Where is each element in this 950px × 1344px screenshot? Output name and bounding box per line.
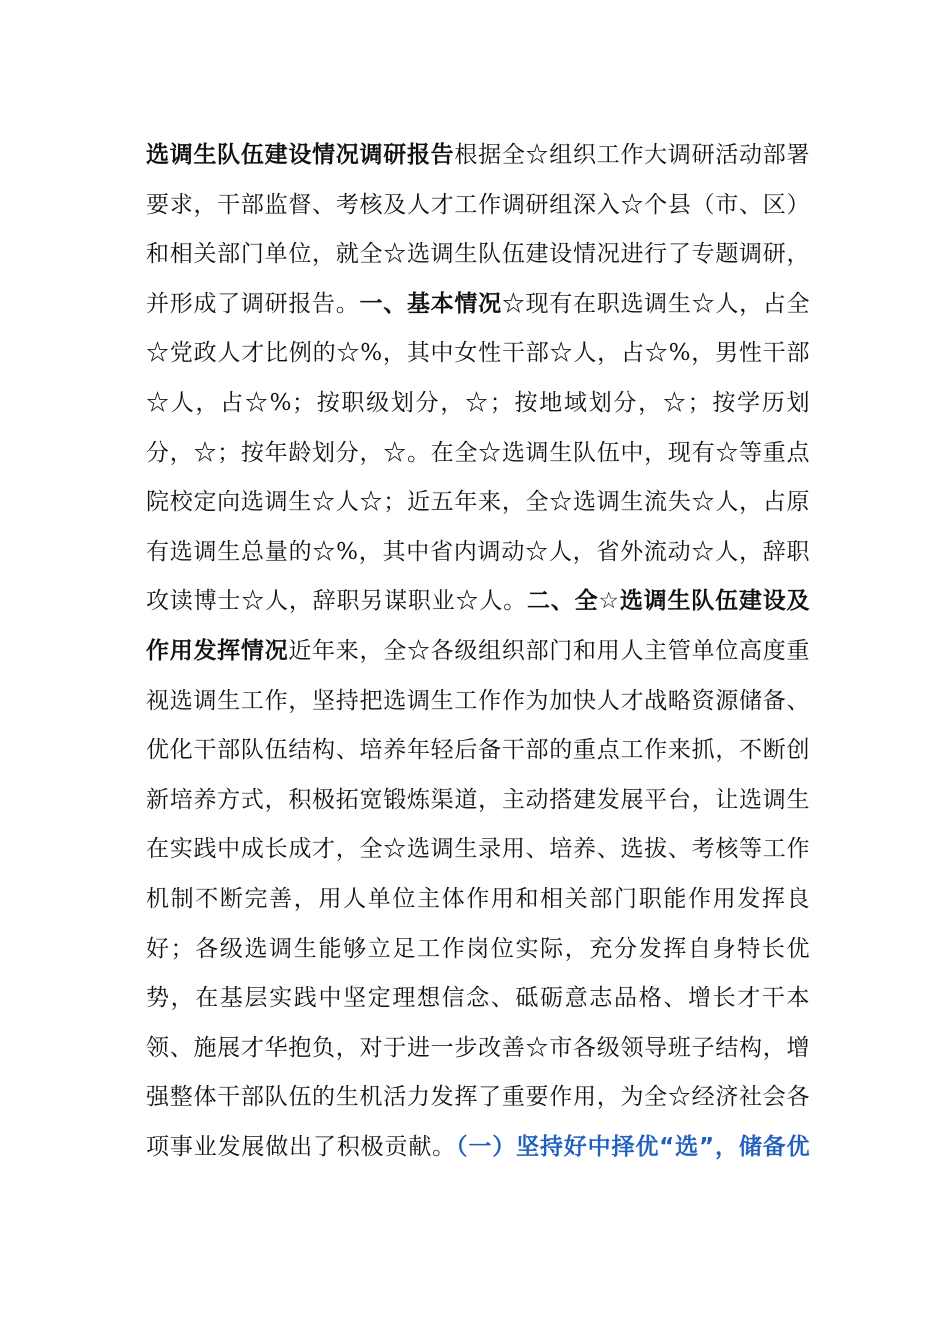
section-2-heading: 二、全☆选调生队伍建设及作用发挥情况 xyxy=(146,588,810,664)
section-2-text: 近年来，全☆各级组织部门和用人主管单位高度重视选调生工作，坚持把选调生工作作为加快人才战略资源储备、优化干部队伍结构、培养年轻后备干部的重点工作来抓，不断创新培养方式，积极拓宽锻炼渠道，主动搭建发展平台，让选调生在实践中成长成才，全☆选调生录用、培养、选拔、考核等工作机制不断完善，用人单位主体作用和相关部门职能作用发挥良好；各级选调生能够立足工作岗位实际，充分发挥自身特长优势，在基层实践中坚定理想信念、砥砺意志品格、增长才干本领、施展才华抱负，对于进一步改善☆市各级领导班子结构，增强整体干部队伍的生机活力发挥了重要作用，为全☆经济社会各项事业发展做出了积极贡献。 xyxy=(146,637,811,1160)
report-title: 选调生队伍建设情况调研报告 xyxy=(146,142,455,168)
report-body xyxy=(146,131,810,1172)
subsection-1-heading: （一）坚持好中择优“选”，储备优 xyxy=(456,1133,811,1160)
intro-paragraph: 根据全☆组织工作大调研活动部署要求，干部监督、考核及人才工作调研组深入☆个县（市、区）和相关部门单位，就全☆选调生队伍建设情况进行了专题调研，并形成了调研报告。 xyxy=(146,142,811,317)
section-1-text: ☆现有在职选调生☆人，占全☆党政人才比例的☆%，其中女性干部☆人，占☆%，男性干部☆人，占☆%；按职级划分，☆；按地域划分，☆；按学历划分，☆；按年龄划分，☆。在全☆选调生队伍中，现有☆等重点院校定向选调生☆人☆；近五年来，全☆选调生流失☆人，占原有选调生总量的☆%，其中省内调动☆人，省外流动☆人，辞职攻读博士☆人，辞职另谋职业☆人。 xyxy=(146,290,811,615)
section-1-heading: 一、基本情况 xyxy=(359,290,502,317)
